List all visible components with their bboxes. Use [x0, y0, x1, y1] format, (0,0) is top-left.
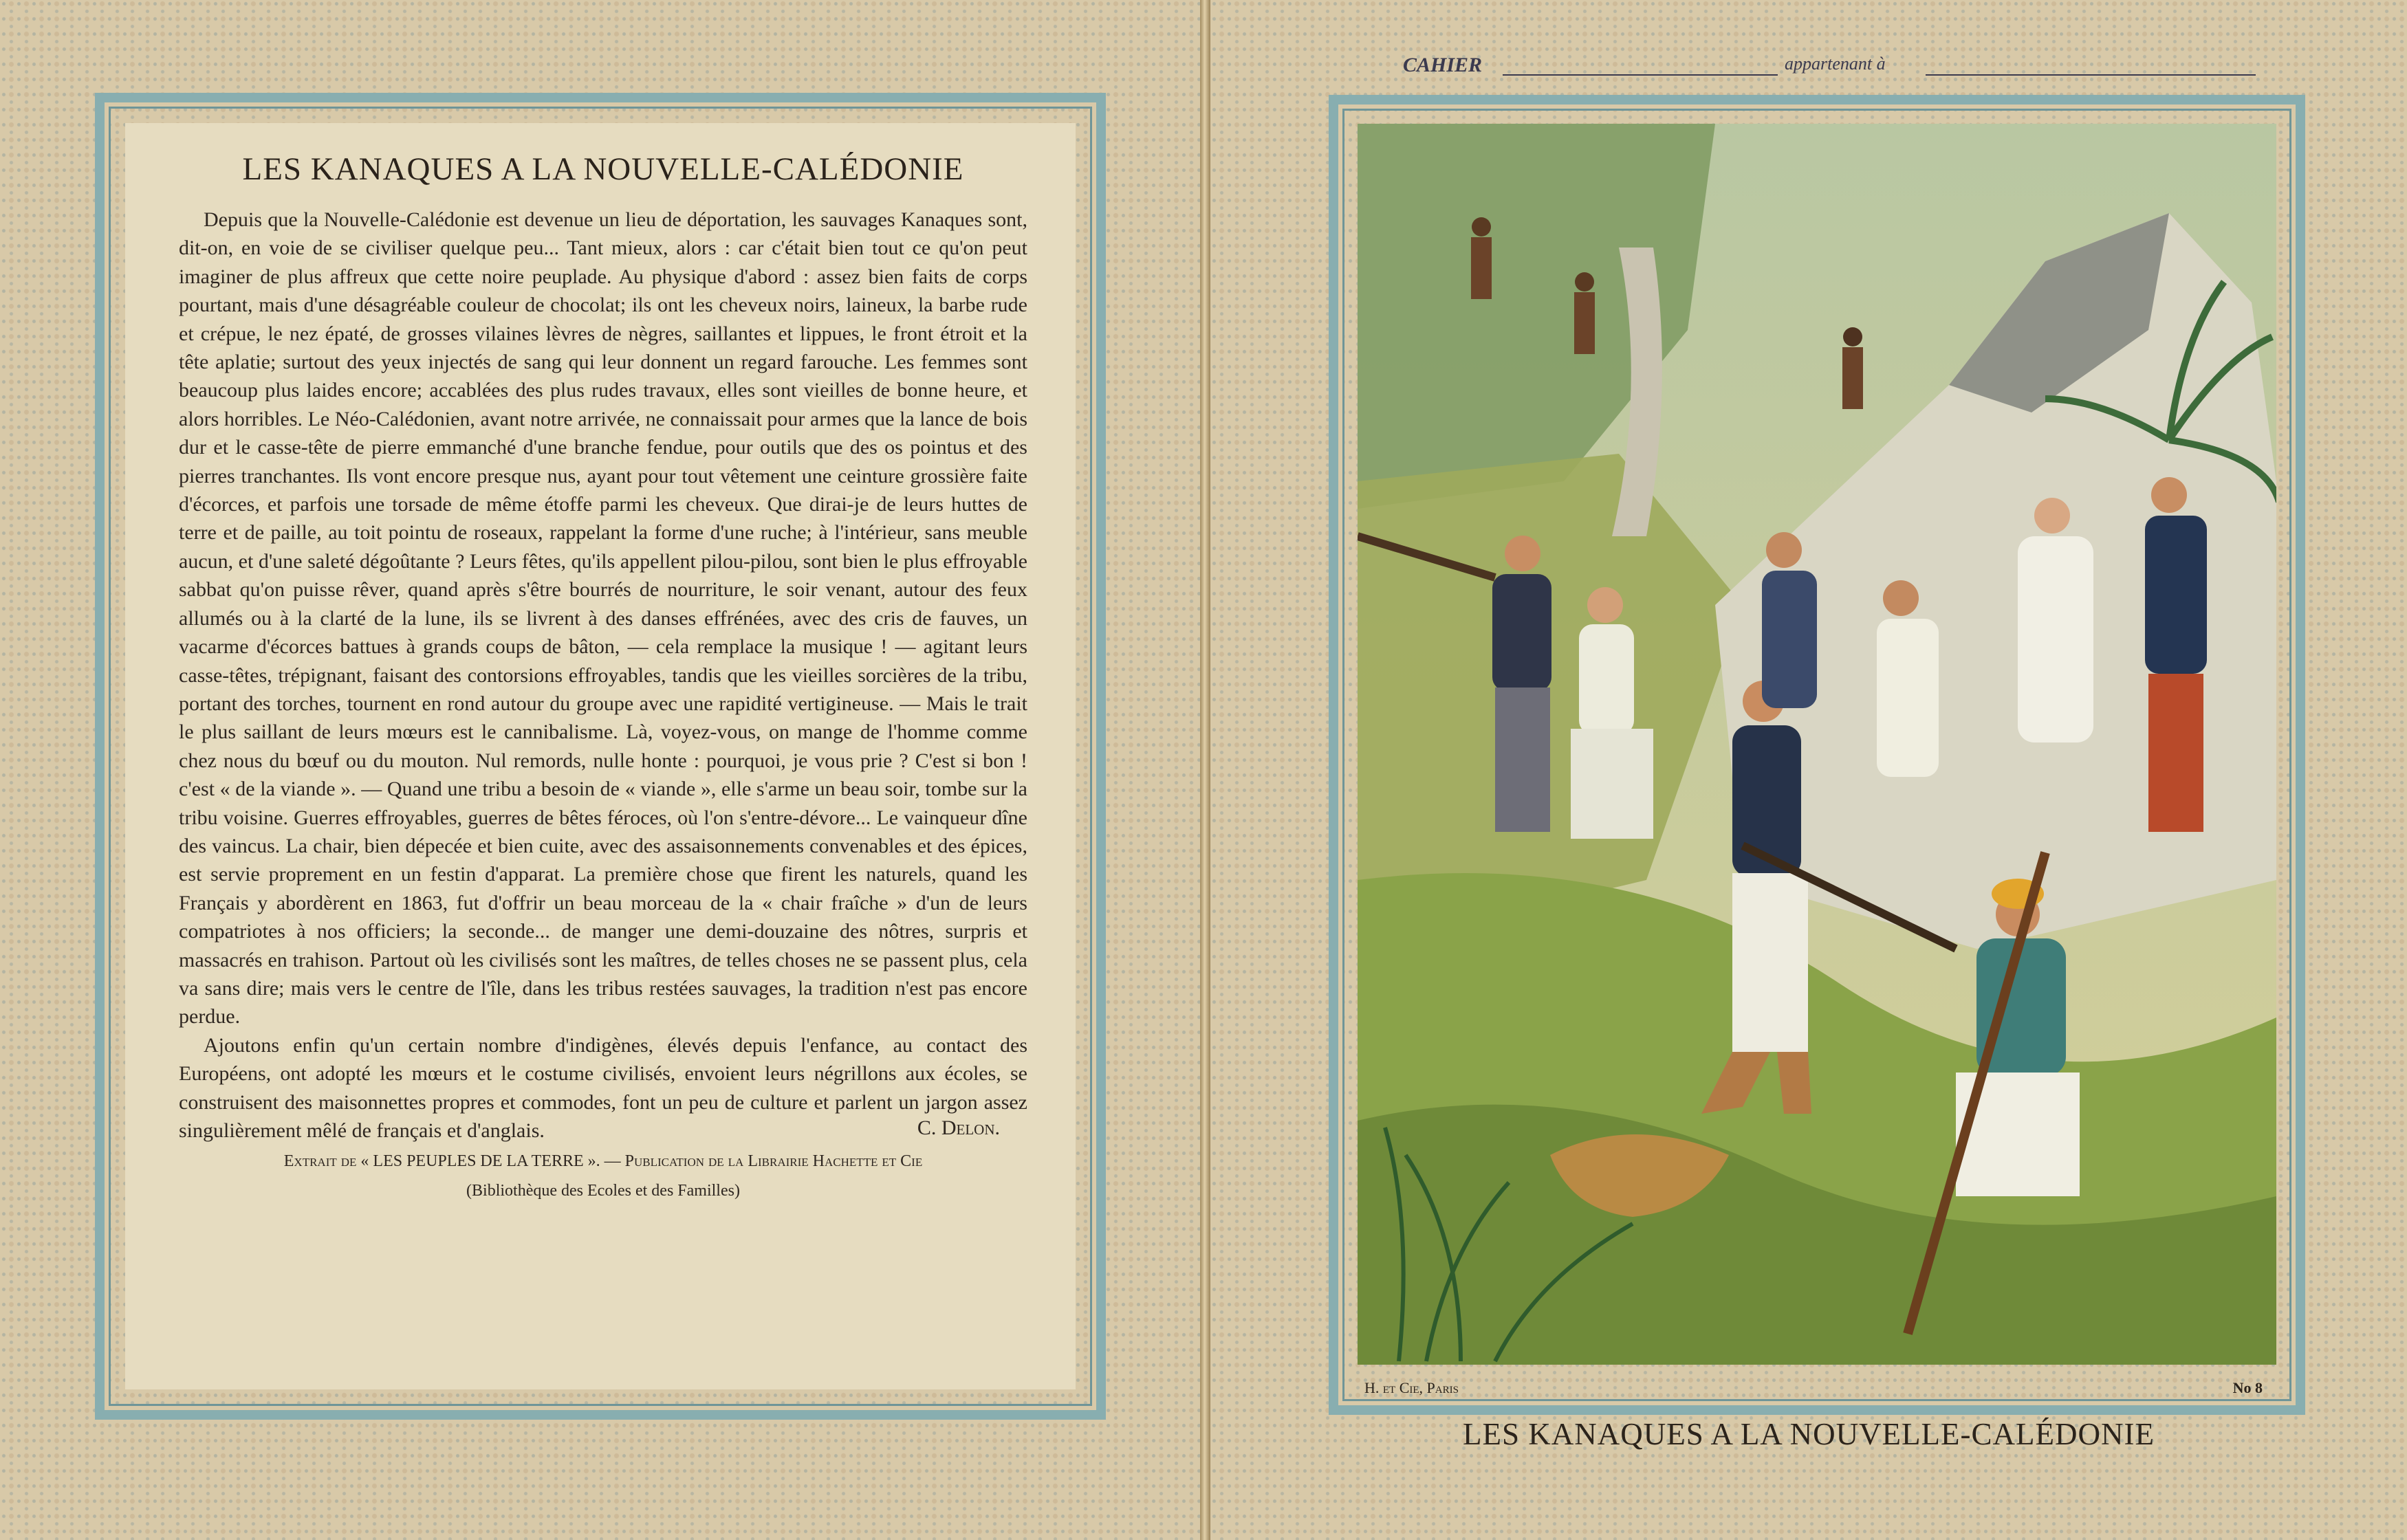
paragraph-1: Depuis que la Nouvelle-Calédonie est devenue un lieu de déportation, les sauvages Kanaques sont, dit-on, en voie de se civiliser quelque peu... Tant mieux, alors : car c'était bien tout ce qu'on peut imaginer de plus affreux que cette noire peuplade. Au physique d'abord : assez bien faits de corps pourtant, mais d'une désagréable couleur de chocolat; ils ont les cheveux noirs, laineux, la barbe rude et crépue, le nez épaté, de grosses vilaines lèvres de nègres, saillantes et lippues, le front étroit et la tête aplatie; surtout des yeux injectés de sang qui leur donnent un regard farouche. Les femmes sont beaucoup plus laides encore; accablées des plus rudes travaux, elles sont vieilles de bonne heure, et alors horribles. Le Néo-Calédonien, avant notre arrivée, ne connaissait pour armes que la lance de bois dur et le casse-tête de pierre emmanché d'une branche fendue, pour outils que des os pointus et des pierres tranchantes. Ils vont encore presque nus, ayant pour tout vêtement une ceinture grossière faite d'écorces, et parfois une torsade de même étoffe parmi les cheveux. Que dirai-je de leurs huttes de terre et de paille, au toit pointu de roseaux, rappelant la forme d'une ruche; à l'intérieur, sans meuble aucun, et d'une saleté dégoûtante ? Leurs fêtes, qu'ils appellent pilou-pilou, sont bien le plus effroyable sabbat qu'on puisse rêver, quand après s'être bourrés de nourriture, le soir venant, autour des feux allumés ou à la clarté de la lune, ils se livrent à des danses effrénées, avec des cris de fauves, un vacarme d'écorces battues à grands coups de bâton, — cela remplace la musique ! — agitant leurs casse-têtes, trépignant, faisant des contorsions effroyables, tandis que les vieilles sorcières de la tribu, portant des torches, tournent en rond autour du groupe avec une rapidité vertigineuse. — Mais le trait le plus saillant de leurs mœurs est le cannibalisme. Là, voyez-vous, on mange de l'homme comme chez nous du bœuf ou du mouton. Nul remords, nulle honte : pourquoi, je vous prie ? C'est si bon ! c'est « de la viande ». — Quand une tribu a besoin de « viande », elle s'arme un beau soir, tombe sur la tribu voisine. Guerres effroyables, guerres de bêtes féroces, où l'on s'entre-dévore... Le vainqueur dîne des vaincus. La chair, bien dépecée et bien cuite, avec des assaisonnements convenables et des épices, est servie proprement en un festin d'apparat. La première chose que firent les naturels, quand les Français y abordèrent en 1863, fut d'offrir un beau morceau de la « chair fraîche » d'un de leurs compatriotes à nos officiers; la seconde... de manger une demi-douzaine des nôtres, surpris et massacrés en trahison. Partout où les civilisés sont les maîtres, de telles choses ne se passent plus, cela va sans dire; mais vers le centre de l'île, dans les tribus restées sauvages, la tradition n'est pas encore perdue. [179, 208, 1027, 1028]
left-cover-page [0, 0, 1200, 1540]
author-signature: C. Delon. [917, 1116, 1000, 1140]
extract-line: Extrait de « LES PEUPLES DE LA TERRE ». — Publication de la Librairie Hachette et Cie [283, 1152, 923, 1171]
battle-scene-illustration [1358, 124, 2276, 1365]
right-cover-page [1210, 0, 2407, 1540]
picture-title: LES KANAQUES A LA NOUVELLE-CALÉDONIE [1463, 1417, 2155, 1451]
text-panel [125, 123, 1076, 1389]
bibliotheque-line: (Bibliothèque des Ecoles et des Familles) [466, 1182, 740, 1200]
cahier-owner-line [1403, 54, 2366, 81]
article-body [179, 206, 1027, 1140]
cahier-label: CAHIER [1403, 54, 1483, 76]
book-spine [1200, 0, 1210, 1540]
cahier-rule-1 [1503, 74, 1778, 76]
publisher-credit: H. et Cie, Paris [1364, 1379, 1459, 1396]
cahier-rule-2 [1926, 74, 2256, 76]
appartenant-label: appartenant à [1785, 54, 1886, 74]
text-frame [95, 93, 1106, 1420]
text-title: LES KANAQUES A LA NOUVELLE-CALÉDONIE [242, 151, 964, 187]
plate-number: No 8 [2232, 1379, 2263, 1396]
illustration [1358, 124, 2276, 1365]
paragraph-2: Ajoutons enfin qu'un certain nombre d'indigènes, élevés depuis l'enfance, au contact des Européens, ont adopté les mœurs et le costume civilisés, envoient leurs négrillons aux écoles, se construisent des maisonnettes propres et commodes, font un peu de culture et parlent un jargon assez singulièrement mêlé de français et d'anglais. [179, 1033, 1027, 1142]
illustration-frame [1329, 95, 2305, 1415]
illustration-caption-row [1358, 1374, 2276, 1401]
